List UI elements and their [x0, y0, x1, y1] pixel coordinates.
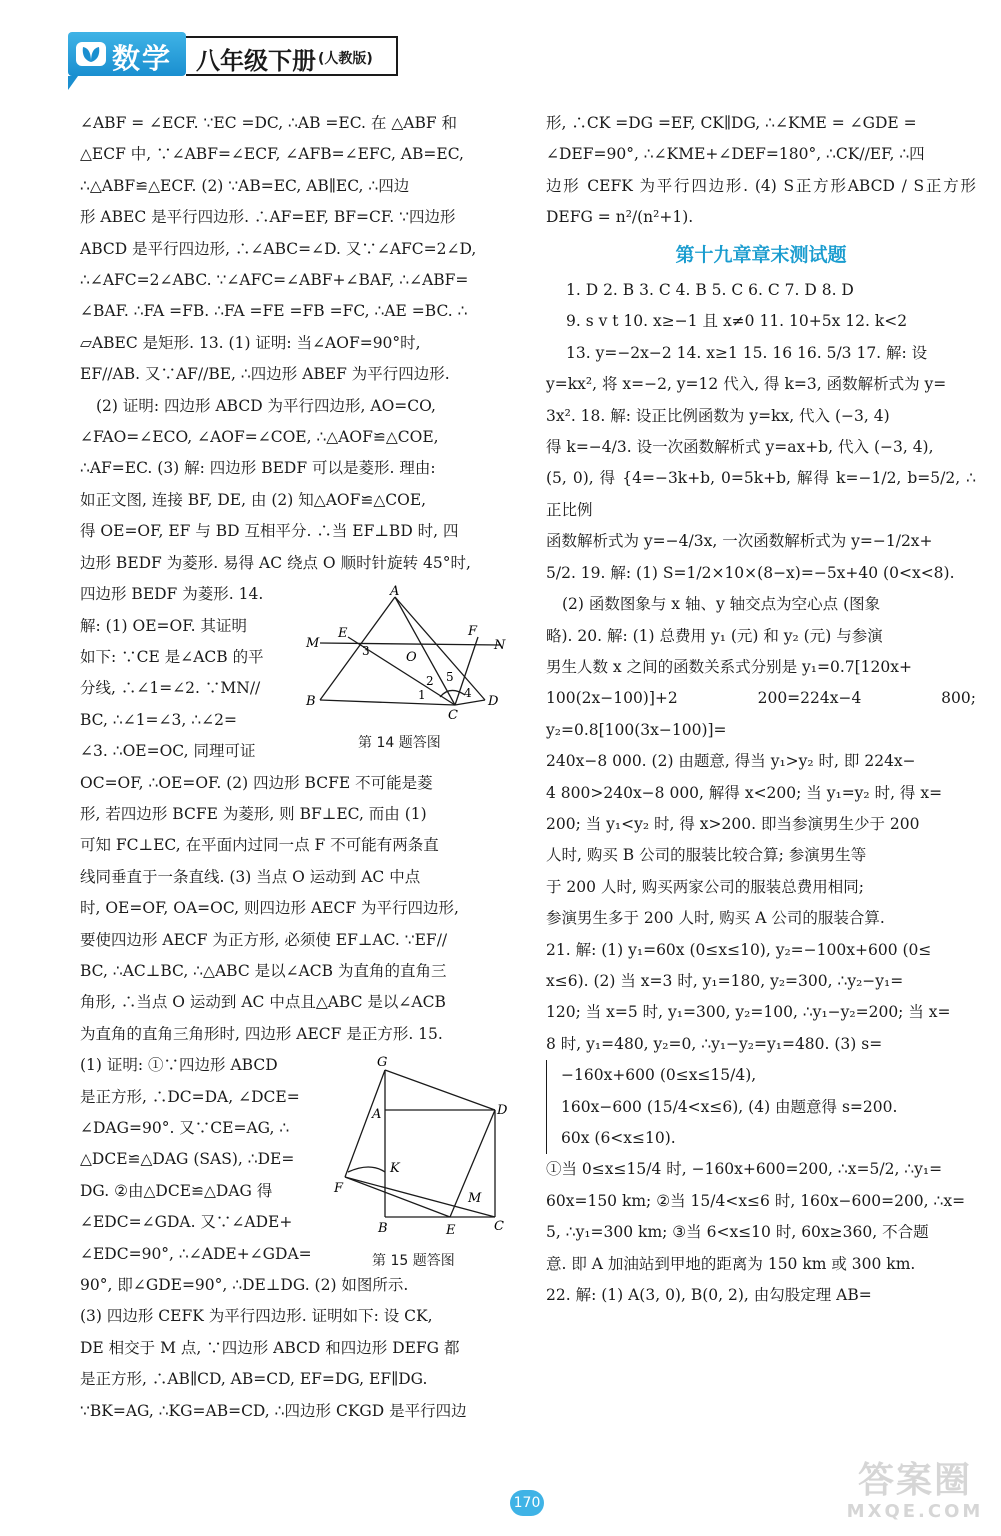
text-line: 得 OE=OF, EF 与 BD 互相平分. ∴当 EF⊥BD 时, 四 [80, 522, 459, 541]
text-line: ∵BK=AG, ∴KG=AB=CD, ∴四边形 CKGD 是平行四边 [80, 1401, 467, 1420]
text-line: 200; 当 y₁<y₂ 时, 得 x>200. 即当参演男生少于 200 [546, 814, 920, 833]
text-line: 如正文图, 连接 BF, DE, 由 (2) 知△AOF≌△COE, [80, 490, 427, 509]
text-line: 线同垂直于一条直线. (3) 当点 O 运动到 AC 中点 [80, 867, 421, 886]
text-line: 为直角的直角三角形时, 四边形 AECF 是正方形. 15. [80, 1024, 443, 1043]
figure-label: F [468, 624, 478, 639]
text-line: ∴AF=EC. (3) 解: 四边形 BEDF 可以是菱形. 理由: [80, 459, 436, 478]
text-line: 120; 当 x=5 时, y₁=300, y₂=100, ∴y₁−y₂=200; 当 x= [546, 1003, 951, 1022]
text-line: 5, ∴y₁=300 km; ③当 6<x≤10 时, 60x≥360, 不合题 [546, 1223, 929, 1242]
text-line: ∠3. ∴OE=OC, 同理可证 [80, 742, 256, 761]
text-line: 21. 解: (1) y₁=60x (0≤x≤10), y₂=−100x+600 (0≤ [546, 940, 932, 959]
figure-15-diagram [330, 1052, 510, 1242]
text-line: 90°, 即∠GDE=90°, ∴DE⊥DG. (2) 如图所示. [80, 1276, 409, 1295]
page-header [68, 32, 398, 78]
figure-label: D [497, 1103, 508, 1118]
edition-label: (人教版) [318, 51, 373, 67]
text-line: (3) 四边形 CEFK 为平行四边形. 证明如下: 设 CK, [80, 1307, 433, 1326]
text-line: BC, ∴AC⊥BC, ∴△ABC 是以∠ACB 为直角的直角三 [80, 961, 447, 980]
figure-15-caption: 第 15 题答图 [372, 1253, 455, 1269]
text-line: 人时, 购买 B 公司的服装比较合算; 参演男生等 [546, 846, 867, 865]
text-line: 可知 FC⊥EC, 在平面内过同一点 F 不可能有两条直 [80, 836, 439, 855]
figure-label: M [468, 1191, 482, 1206]
figure-label: B [378, 1221, 388, 1236]
right-column [546, 108, 976, 1311]
text-line: ABCD 是平行四边形, ∴∠ABC=∠D. 又∵∠AFC=2∠D, [80, 239, 477, 258]
text-line: ∠EDC=90°, ∴∠ADE+∠GDA= [80, 1244, 312, 1263]
subject-title: 数学 [112, 42, 173, 75]
watermark-text: 答案圈 [857, 1460, 972, 1501]
header-tail-decoration [68, 76, 78, 90]
text-line: 角形, ∴当点 O 运动到 AC 中点且△ABC 是以∠ACB [80, 993, 446, 1012]
text-line: 形, ∴CK =DG =EF, CK∥DG, ∴∠KME = ∠GDE = [546, 114, 917, 132]
text-line: 5/2. 19. 解: (1) S=1/2×10×(8−x)=−5x+40 (0<x<8). [546, 563, 955, 582]
text-line: ∴△ABF≌△ECF. (2) ∵AB=EC, AB∥EC, ∴四边 [80, 176, 410, 195]
book-leaf-icon [76, 42, 106, 66]
text-line: 四边形 BEDF 为菱形. 14. [80, 585, 264, 604]
text-line: DG. ②由△DCE≌△DAG 得 [80, 1181, 273, 1200]
figure-label: A [390, 585, 400, 599]
text-line: ∠DAG=90°. 又∵CE=AG, ∴ [80, 1119, 290, 1137]
figure-label: 3 [362, 644, 370, 658]
figure-label: G [377, 1055, 388, 1070]
text-line: △ECF 中, ∵∠ABF=∠ECF, ∠AFB=∠EFC, AB=EC, [80, 145, 464, 164]
text-line: 160x−600 (15/4<x≤6), (4) 由题意得 s=200. [546, 1092, 976, 1123]
text-line: 解: (1) OE=OF. 其证明 [80, 616, 247, 635]
text-line: 形, 若四边形 BCFE 为菱形, 则 BF⊥EC, 而由 (1) [80, 804, 427, 823]
figure-label: 4 [464, 686, 472, 700]
figure-14-diagram [300, 585, 510, 730]
figure-14-caption: 第 14 题答图 [358, 735, 441, 751]
text-line: 意. 即 A 加油站到甲地的距离为 150 km 或 300 km. [546, 1254, 916, 1273]
text-line: DE 相交于 M 点, ∵四边形 ABCD 和四边形 DEFG 都 [80, 1338, 460, 1357]
grade-box [186, 36, 398, 76]
section-title: 第十九章章末测试题 [675, 243, 847, 266]
text-line: 分线, ∴∠1=∠2. ∵MN// [80, 679, 261, 698]
figure-label: 2 [426, 674, 434, 688]
text-line: 100(2x−100)]+2 200=224x−4 800; y₂=0.8[100(3x−100)]= [546, 689, 976, 739]
text-line: 于 200 人时, 购买两家公司的服装总费用相同; [546, 877, 865, 896]
figure-label: B [306, 694, 316, 709]
text-line: 时, OE=OF, OA=OC, 则四边形 AECF 为平行四边形, [80, 899, 459, 918]
text-line: x≤6). (2) 当 x=3 时, y₁=180, y₂=300, ∴y₂−y₁= [546, 971, 904, 990]
figure-label: N [494, 638, 506, 653]
text-line: 3x². 18. 解: 设正比例函数为 y=kx, 代入 (−3, 4) [546, 406, 890, 425]
figure-label: D [488, 694, 499, 709]
text-line: 9. s v t 10. x≥−1 且 x≠0 11. 10+5x 12. k<2 [566, 312, 908, 331]
text-line: ∠ABF = ∠ECF. ∵EC =DC, ∴AB =EC. 在 △ABF 和 [80, 114, 458, 132]
figure-label: 5 [446, 670, 454, 684]
text-line: 60x (6<x≤10). [546, 1123, 976, 1154]
watermark-logo [845, 1460, 985, 1530]
text-line: ∠FAO=∠ECO, ∠AOF=∠COE, ∴△AOF≌△COE, [80, 428, 439, 447]
text-line: 略). 20. 解: (1) 总费用 y₁ (元) 和 y₂ (元) 与参演 [546, 626, 883, 645]
text-line: 13. y=−2x−2 14. x≥1 15. 16 16. 5/3 17. 解: 设 [566, 343, 928, 362]
text-line: −160x+600 (0≤x≤15/4), [546, 1060, 976, 1091]
text-line: 边形 CEFK 为平行四边形. (4) S正方形ABCD / S正方形DEFG = n²/(n²+1). [546, 176, 976, 227]
text-line: (2) 函数图象与 x 轴、y 轴交点为空心点 (图象 [562, 595, 881, 614]
subject-logo [68, 32, 186, 76]
figure-label: 1 [418, 688, 426, 702]
text-line: 边形 BEDF 为菱形. 易得 AC 绕点 O 顺时针旋转 45°时, [80, 553, 471, 572]
text-line: 240x−8 000. (2) 由题意, 得当 y₁>y₂ 时, 即 224x− [546, 752, 916, 771]
figure-label: C [448, 708, 458, 723]
text-line: ∠EDC=∠GDA. 又∵∠ADE+ [80, 1213, 293, 1232]
text-line: 函数解析式为 y=−4/3x, 一次函数解析式为 y=−1/2x+ [546, 532, 933, 551]
text-line: ∠DEF=90°, ∴∠KME+∠DEF=180°, ∴CK//EF, ∴四 [546, 145, 925, 164]
figure-label: K [390, 1161, 400, 1176]
figure-label: C [494, 1219, 504, 1234]
text-line: 如下: ∵CE 是∠ACB 的平 [80, 647, 264, 666]
text-line: 是正方形, ∴AB∥CD, AB=CD, EF=DG, EF∥DG. [80, 1370, 428, 1389]
figure-label: E [446, 1223, 456, 1238]
text-line: (5, 0), 得 {4=−3k+b, 0=5k+b, 解得 k=−1/2, b=5/2, ∴正比例 [546, 469, 976, 519]
text-line: 得 k=−4/3. 设一次函数解析式 y=ax+b, 代入 (−3, 4), [546, 438, 934, 457]
text-line: EF//AB. 又∵AF//BE, ∴四边形 ABEF 为平行四边形. [80, 365, 450, 384]
text-line: (2) 证明: 四边形 ABCD 为平行四边形, AO=CO, [96, 396, 436, 415]
text-line: ∠BAF. ∴FA =FB. ∴FA =FE =FB =FC, ∴AE =BC. ∴ [80, 302, 468, 321]
text-line: 形 ABEC 是平行四边形. ∴AF=EF, BF=CF. ∵四边形 [80, 208, 456, 227]
text-line: OC=OF, ∴OE=OF. (2) 四边形 BCFE 不可能是菱 [80, 773, 433, 792]
watermark-url: MXQE.COM [846, 1501, 984, 1522]
text-line: 4 800>240x−8 000, 解得 x<200; 当 y₁=y₂ 时, 得 x= [546, 783, 943, 802]
text-line: 8 时, y₁=480, y₂=0, ∴y₁−y₂=y₁=480. (3) s= [546, 1034, 883, 1053]
text-line: 参演男生多于 200 人时, 购买 A 公司的服装合算. [546, 909, 885, 928]
page-number: 170 [510, 1490, 544, 1516]
text-line: ▱ABEC 是矩形. 13. (1) 证明: 当∠AOF=90°时, [80, 333, 421, 352]
text-line: ∴∠AFC=2∠ABC. ∵∠AFC=∠ABF+∠BAF, ∴∠ABF= [80, 271, 469, 290]
text-line: 是正方形, ∴DC=DA, ∠DCE= [80, 1087, 300, 1106]
grade-title: 八年级下册 [196, 47, 316, 75]
figure-label: E [338, 626, 348, 641]
figure-label: M [306, 636, 320, 651]
text-line: △DCE≌△DAG (SAS), ∴DE= [80, 1150, 295, 1169]
text-line: 要使四边形 AECF 为正方形, 必须使 EF⊥AC. ∵EF// [80, 930, 448, 949]
text-line: ①当 0≤x≤15/4 时, −160x+600=200, ∴x=5/2, ∴y₁= [546, 1160, 943, 1179]
figure-label: A [372, 1107, 382, 1122]
figure-label: F [334, 1181, 344, 1196]
text-line: BC, ∴∠1=∠3, ∴∠2= [80, 710, 237, 729]
text-line: 22. 解: (1) A(3, 0), B(0, 2), 由勾股定理 AB= [546, 1286, 872, 1305]
text-line: y=kx², 将 x=−2, y=12 代入, 得 k=3, 函数解析式为 y= [546, 375, 947, 394]
text-line: 1. D 2. B 3. C 4. B 5. C 6. C 7. D 8. D [566, 281, 854, 300]
figure-label: O [406, 650, 417, 665]
text-line: 男生人数 x 之间的函数关系式分别是 y₁=0.7[120x+ [546, 657, 912, 676]
text-line: (1) 证明: ①∵四边形 ABCD [80, 1056, 278, 1075]
text-line: 60x=150 km; ②当 15/4<x≤6 时, 160x−600=200, ∴x= [546, 1191, 966, 1210]
